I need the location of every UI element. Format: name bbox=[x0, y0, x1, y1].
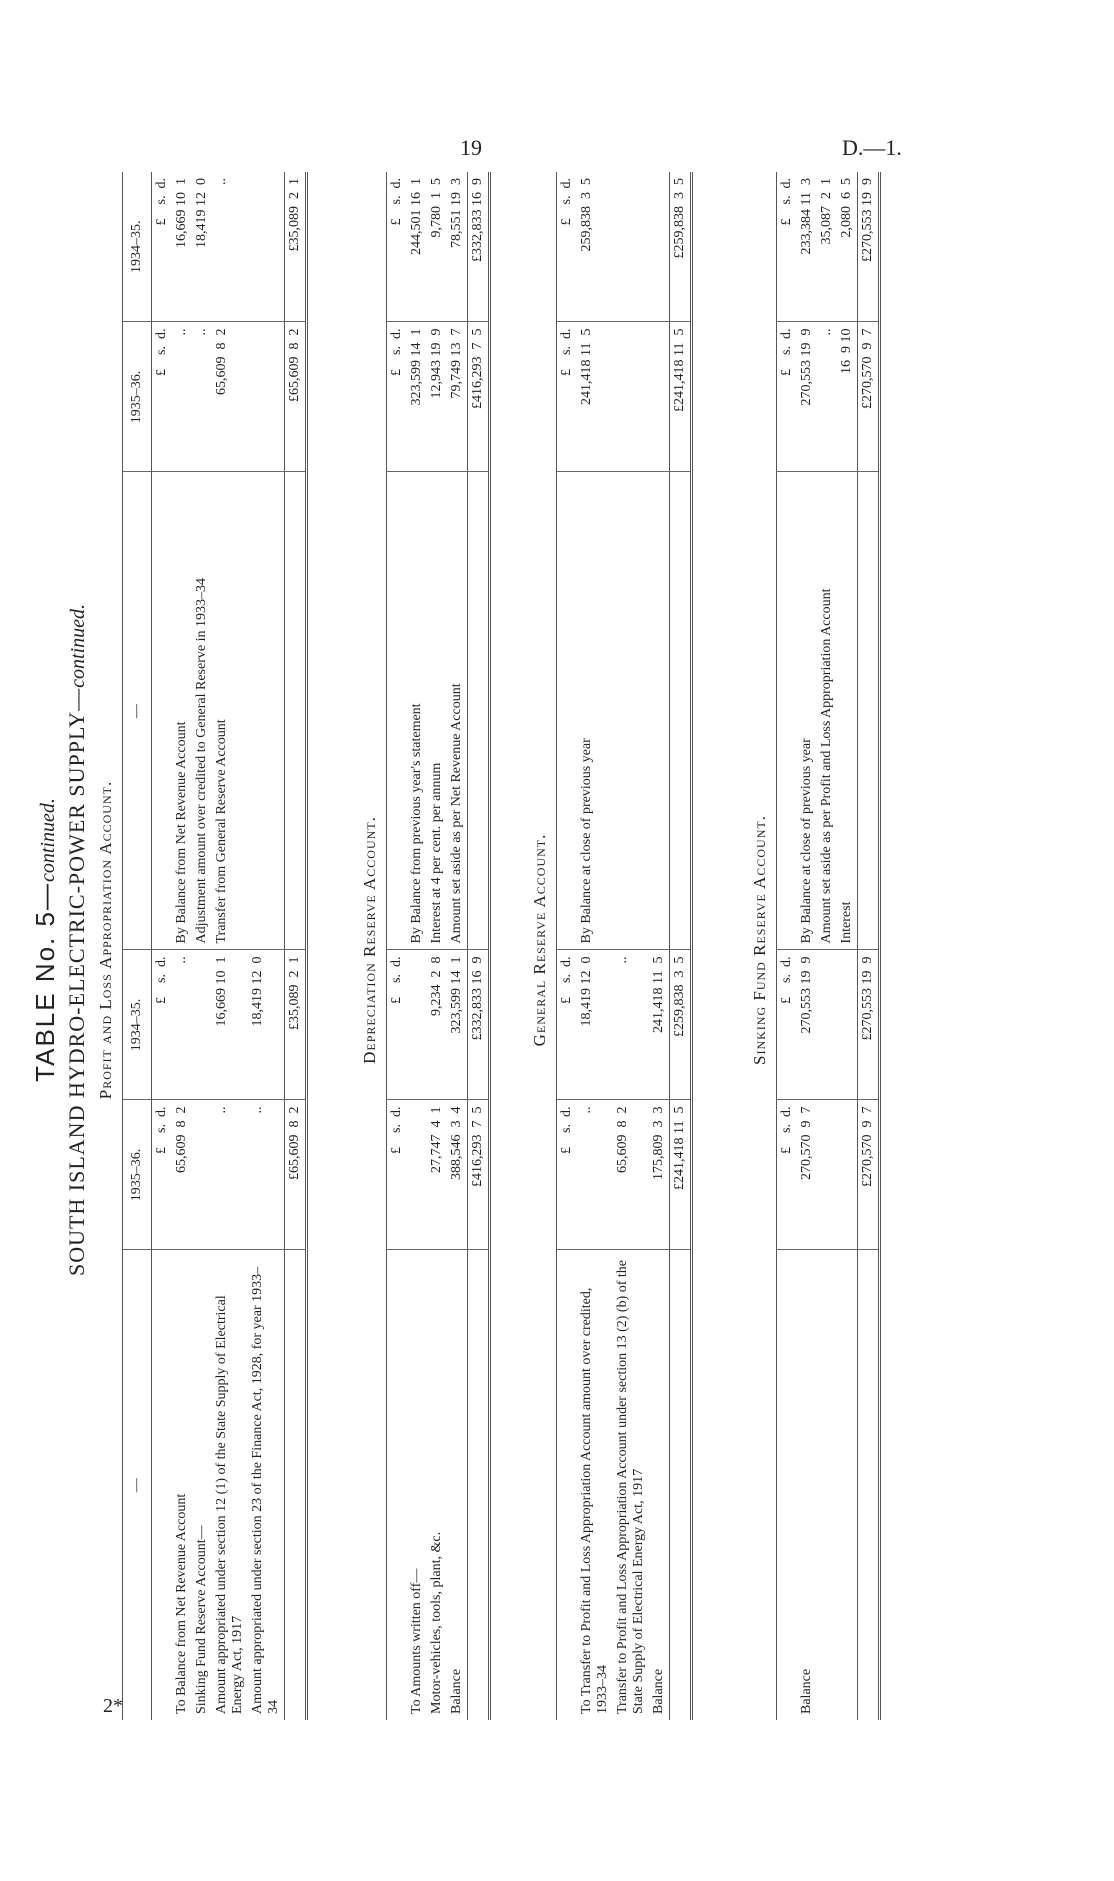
table-row bbox=[817, 172, 837, 1720]
total-row bbox=[858, 172, 880, 1720]
units-label: £ s. d. bbox=[387, 1100, 408, 1250]
value-1935-36: 270,570 9 7 bbox=[797, 1100, 817, 1250]
value-1935-36: 65,609 8 2 bbox=[212, 322, 248, 472]
table-row bbox=[407, 172, 427, 1720]
table-row bbox=[427, 172, 447, 1720]
total-1935-36: £241,418 11 5 bbox=[670, 322, 692, 472]
row-label: Balance bbox=[799, 1668, 814, 1714]
table-row bbox=[577, 172, 613, 1720]
row-label: Adjustment amount over credited to General Reserve in 1933–34 bbox=[192, 472, 212, 950]
value-1935-36: 65,609 8 2 bbox=[613, 1100, 649, 1250]
value-1935-36: 16 9 10 bbox=[837, 322, 858, 472]
value-1935-36: 27,747 4 1 bbox=[427, 1100, 447, 1250]
value-1934-35: 18,419 12 0 bbox=[192, 172, 212, 322]
total-1934-35: £270,553 19 9 bbox=[858, 172, 880, 322]
row-label: Amount appropriated under section 12 (1) of the State Supply of Electrical Energy Act, 1917 bbox=[214, 1295, 245, 1714]
row-label: Motor-vehicles, tools, plant, &c. bbox=[429, 1531, 444, 1714]
value-1935-36: .. bbox=[212, 1100, 248, 1250]
sinking-fund-table bbox=[776, 172, 881, 1720]
value-1935-36: 79,749 13 7 bbox=[447, 322, 468, 472]
total-1935-36: £241,418 11 5 bbox=[670, 1100, 692, 1250]
units-label: £ s. d. bbox=[152, 950, 173, 1100]
row-label: Transfer to Profit and Loss Appropriation Account under section 13 (2) (b) of the State Supply of Electrical Energy Act, 1917 bbox=[615, 1259, 646, 1714]
row-label: By Balance at close of previous year bbox=[577, 472, 613, 950]
units-label: £ s. d. bbox=[152, 1100, 173, 1250]
row-label: To Balance from Net Revenue Account bbox=[174, 1493, 189, 1714]
section-heading-depreciation: Depreciation Reserve Account. bbox=[360, 816, 379, 1064]
value-1934-35: .. bbox=[212, 172, 248, 322]
total-1934-35: £270,553 19 9 bbox=[858, 950, 880, 1100]
table-row bbox=[797, 172, 817, 1720]
units-label: £ s. d. bbox=[777, 172, 798, 322]
column-header-1934-35: 1934–35. bbox=[123, 950, 152, 1100]
units-label: £ s. d. bbox=[152, 322, 173, 472]
section-heading-profit-loss: Profit and Loss Appropriation Account. bbox=[96, 780, 115, 1100]
units-label: £ s. d. bbox=[387, 172, 408, 322]
row-label: Interest bbox=[837, 472, 858, 950]
column-header-1935-36: 1935–36. bbox=[123, 1100, 152, 1250]
total-row bbox=[468, 172, 490, 1720]
general-reserve-table bbox=[556, 172, 693, 1720]
table-row bbox=[248, 172, 285, 1720]
signature-mark: 2* bbox=[103, 1695, 123, 1717]
depreciation-table bbox=[386, 172, 491, 1720]
row-label: Balance bbox=[651, 1668, 666, 1714]
section-heading-sinking-fund: Sinking Fund Reserve Account. bbox=[750, 815, 769, 1065]
value-1934-35: 259,838 3 5 bbox=[577, 172, 613, 322]
document-title: SOUTH ISLAND HYDRO-ELECTRIC-POWER SUPPLY—continued. bbox=[64, 603, 89, 1277]
units-label: £ s. d. bbox=[387, 322, 408, 472]
value-1935-36: .. bbox=[817, 322, 837, 472]
page-number: 19 bbox=[460, 135, 482, 160]
total-1935-36: £270,570 9 7 bbox=[858, 1100, 880, 1250]
units-label: £ s. d. bbox=[557, 950, 578, 1100]
total-row bbox=[670, 172, 692, 1720]
total-1934-35: £35,089 2 1 bbox=[285, 172, 307, 322]
units-label: £ s. d. bbox=[777, 950, 798, 1100]
total-1934-35: £35,089 2 1 bbox=[285, 950, 307, 1100]
value-1934-35: 18,419 12 0 bbox=[248, 950, 285, 1100]
value-1935-36: 65,609 8 2 bbox=[172, 1100, 192, 1250]
rotated-document bbox=[30, 160, 1020, 1720]
units-label: £ s. d. bbox=[777, 322, 798, 472]
table-row bbox=[837, 172, 858, 1720]
section-heading-general-reserve: General Reserve Account. bbox=[530, 833, 549, 1047]
value-1934-35: 233,384 11 3 bbox=[797, 172, 817, 322]
total-1934-35: £259,838 3 5 bbox=[670, 950, 692, 1100]
total-1935-36: £65,609 8 2 bbox=[285, 1100, 307, 1250]
row-label: Amount set aside as per Profit and Loss Appropriation Account bbox=[817, 472, 837, 950]
value-1935-36: 270,553 19 9 bbox=[797, 322, 817, 472]
value-1934-35: 9,780 1 5 bbox=[427, 172, 447, 322]
units-row bbox=[387, 172, 408, 1720]
total-1935-36: £416,293 7 5 bbox=[468, 322, 490, 472]
units-label: £ s. d. bbox=[557, 322, 578, 472]
value-1935-36: .. bbox=[172, 322, 192, 472]
value-1934-35: 9,234 2 8 bbox=[427, 950, 447, 1100]
units-label: £ s. d. bbox=[557, 1100, 578, 1250]
row-label: To Transfer to Profit and Loss Appropriation Account amount over credited, 1933–34 bbox=[579, 1287, 610, 1714]
value-1934-35: 270,553 19 9 bbox=[797, 950, 817, 1100]
total-row bbox=[285, 172, 307, 1720]
row-label: Transfer from General Reserve Account bbox=[212, 472, 248, 950]
value-1934-35: 16,669 10 1 bbox=[212, 950, 248, 1100]
value-1935-36: 175,809 3 3 bbox=[649, 1100, 670, 1250]
units-row bbox=[557, 172, 578, 1720]
column-header-row bbox=[123, 172, 152, 1720]
row-label: Sinking Fund Reserve Account— bbox=[194, 1525, 209, 1714]
total-1934-35: £332,833 16 9 bbox=[468, 950, 490, 1100]
total-1934-35: £259,838 3 5 bbox=[670, 172, 692, 322]
table-label: TABLE No. 5—continued. bbox=[30, 798, 60, 1082]
value-1935-36: 241,418 11 5 bbox=[577, 322, 613, 472]
value-1935-36: .. bbox=[248, 1100, 285, 1250]
units-label: £ s. d. bbox=[387, 950, 408, 1100]
value-1934-35: 78,551 19 3 bbox=[447, 172, 468, 322]
profit-loss-table bbox=[122, 172, 308, 1720]
page-reference: D.—1. bbox=[842, 135, 902, 160]
value-1934-35: 18,419 12 0 bbox=[577, 950, 613, 1100]
units-row bbox=[152, 172, 173, 1720]
row-label: Interest at 4 per cent. per annum bbox=[427, 472, 447, 950]
value-1934-35: 16,669 10 1 bbox=[172, 172, 192, 322]
value-1934-35: .. bbox=[613, 950, 649, 1100]
row-label: By Balance from previous year's statement bbox=[407, 472, 427, 950]
total-1935-36: £270,570 9 7 bbox=[858, 322, 880, 472]
table-row bbox=[649, 172, 670, 1720]
value-1934-35: 244,501 16 1 bbox=[407, 172, 427, 322]
row-label: By Balance from Net Revenue Account bbox=[172, 472, 192, 950]
table-row bbox=[212, 172, 248, 1720]
table-row bbox=[192, 172, 212, 1720]
row-label: To Amounts written off— bbox=[409, 1568, 424, 1714]
row-label: Balance bbox=[449, 1668, 464, 1714]
table-row bbox=[613, 172, 649, 1720]
value-1935-36: 12,943 19 9 bbox=[427, 322, 447, 472]
table-row bbox=[172, 172, 192, 1720]
row-label: Amount appropriated under section 23 of the Finance Act, 1928, for year 1933–34 bbox=[250, 1266, 281, 1714]
units-row bbox=[777, 172, 798, 1720]
units-label: £ s. d. bbox=[777, 1100, 798, 1250]
value-1934-35: 323,599 14 1 bbox=[447, 950, 468, 1100]
column-header-1934-35: 1934–35. bbox=[123, 172, 152, 322]
value-1935-36: .. bbox=[577, 1100, 613, 1250]
value-1935-36: .. bbox=[192, 322, 212, 472]
value-1934-35: 2,080 6 5 bbox=[837, 172, 858, 322]
column-header-dash: — bbox=[123, 472, 152, 950]
value-1935-36: 388,546 3 4 bbox=[447, 1100, 468, 1250]
value-1934-35: 241,418 11 5 bbox=[649, 950, 670, 1100]
units-label: £ s. d. bbox=[152, 172, 173, 322]
total-1934-35: £332,833 16 9 bbox=[468, 172, 490, 322]
value-1935-36: 323,599 14 1 bbox=[407, 322, 427, 472]
column-header-dash: — bbox=[123, 1250, 152, 1720]
row-label: Amount set aside as per Net Revenue Account bbox=[447, 472, 468, 950]
total-1935-36: £416,293 7 5 bbox=[468, 1100, 490, 1250]
value-1934-35: .. bbox=[172, 950, 192, 1100]
column-header-1935-36: 1935–36. bbox=[123, 322, 152, 472]
value-1934-35: 35,087 2 1 bbox=[817, 172, 837, 322]
row-label: By Balance at close of previous year bbox=[797, 472, 817, 950]
table-row bbox=[447, 172, 468, 1720]
units-label: £ s. d. bbox=[557, 172, 578, 322]
total-1935-36: £65,609 8 2 bbox=[285, 322, 307, 472]
